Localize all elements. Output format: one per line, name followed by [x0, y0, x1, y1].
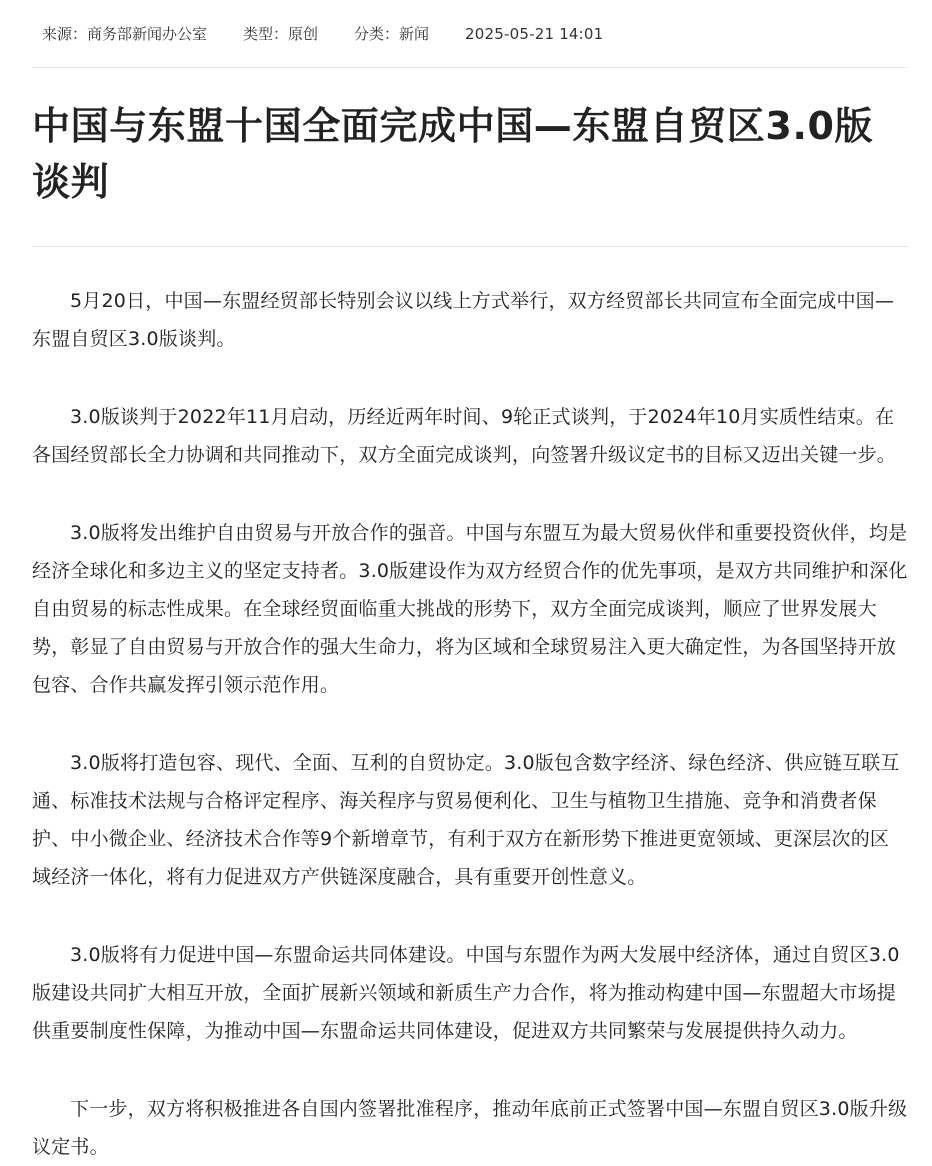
meta-source: 来源：商务部新闻办公室: [42, 25, 208, 43]
meta-category: 分类：新闻: [354, 25, 430, 43]
meta-date: 2025-05-21 14:01: [465, 24, 604, 43]
article-title: 中国与东盟十国全面完成中国—东盟自贸区3.0版谈判: [32, 98, 908, 247]
article-body: [32, 247, 908, 1166]
article-meta-bar: [32, 0, 908, 68]
article-paragraph-5: 3.0版将有力促进中国—东盟命运共同体建设。中国与东盟作为两大发展中经济体，通过自贸区3.0版建设共同扩大相互开放，全面扩展新兴领域和新质生产力合作，将为推动构建中国—东盟超大市场提供重要制度性保障，为推动中国—东盟命运共同体建设，促进双方共同繁荣与发展提供持久动力。: [32, 944, 900, 1042]
article-paragraph-4: 3.0版将打造包容、现代、全面、互利的自贸协定。3.0版包含数字经济、绿色经济、供应链互联互通、标准技术法规与合格评定程序、海关程序与贸易便利化、卫生与植物卫生措施、竞争和消费者保护、中小微企业、经济技术合作等9个新增章节，有利于双方在新形势下推进更宽领域、更深层次的区域经济一体化，将有力促进双方产供链深度融合，具有重要开创性意义。: [32, 752, 900, 888]
article-paragraph-3: 3.0版将发出维护自由贸易与开放合作的强音。中国与东盟互为最大贸易伙伴和重要投资伙伴，均是经济全球化和多边主义的坚定支持者。3.0版建设作为双方经贸合作的优先事项，是双方共同维护和深化自由贸易的标志性成果。在全球经贸面临重大挑战的形势下，双方全面完成谈判，顺应了世界发展大势，彰显了自由贸易与开放合作的强大生命力，将为区域和全球贸易注入更大确定性，为各国坚持开放包容、合作共赢发挥引领示范作用。: [32, 522, 908, 696]
article-paragraph-1: 5月20日，中国—东盟经贸部长特别会议以线上方式举行，双方经贸部长共同宣布全面完成中国—东盟自贸区3.0版谈判。: [32, 290, 895, 350]
article-paragraph-6: 下一步，双方将积极推进各自国内签署批准程序，推动年底前正式签署中国—东盟自贸区3.0版升级议定书。: [32, 1098, 908, 1158]
article-paragraph-2: 3.0版谈判于2022年11月启动，历经近两年时间、9轮正式谈判，于2024年10月实质性结束。在各国经贸部长全力协调和共同推动下，双方全面完成谈判，向签署升级议定书的目标又迈出关键一步。: [32, 406, 897, 466]
meta-type: 类型：原创: [243, 25, 319, 43]
